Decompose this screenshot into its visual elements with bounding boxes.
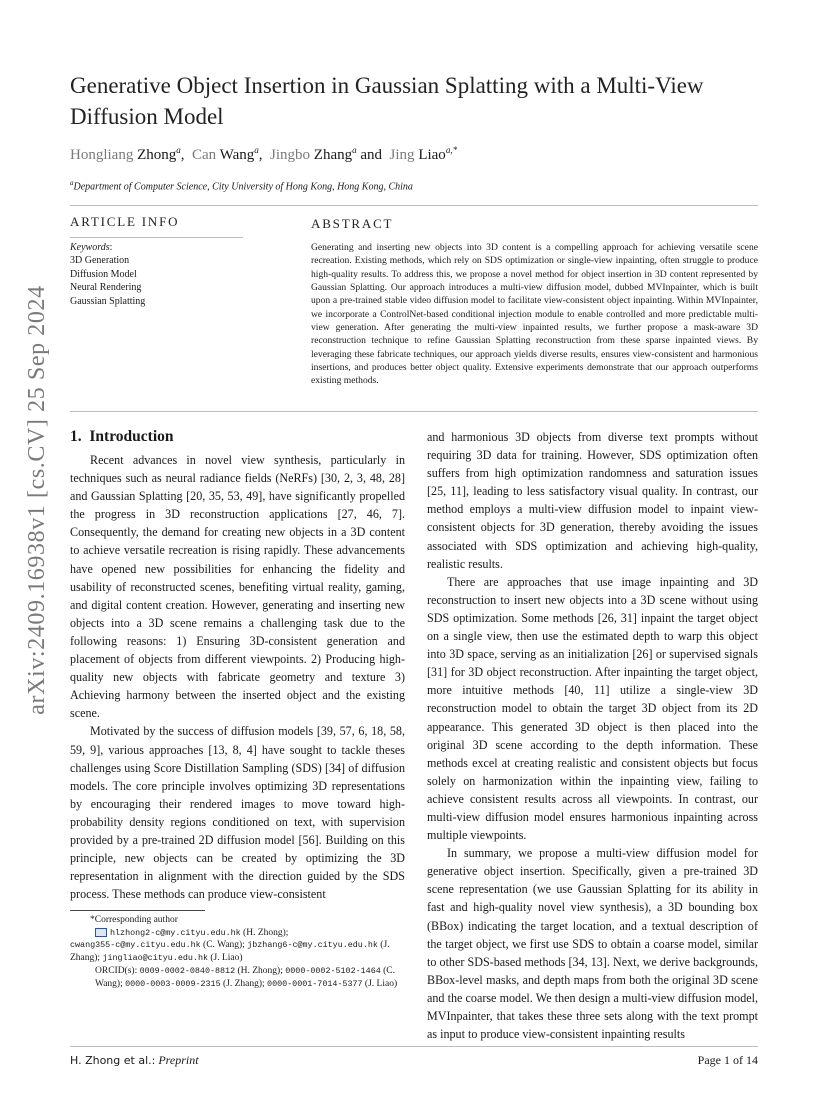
email-link[interactable]: jingliao@cityu.edu.hk bbox=[102, 953, 208, 964]
abstract-heading: ABSTRACT bbox=[311, 216, 394, 231]
arxiv-id[interactable]: arXiv:2409.16938v1 [cs.CV] 25 Sep 2024 bbox=[24, 285, 50, 715]
paragraph: Recent advances in novel view synthesis, particularly in techniques such as neural radiance fields (NeRFs) [30, 2, 3, 48, 28] and Gaussian Splatting [20, 35, 53, 49], have significantly propelled the progress in 3D reconstruction applications [27, 46, 7]. Consequently, the demand for creating new objects in a 3D content to achieve versatile recreation is rising rapidly. These advancements have opened new possibilities for enhancing the fidelity and usability of reconstructed scenes, benefiting virtual reality, gaming, and digital content creation. However, generating and inserting new objects into a 3D scene remains a challenging task due to the following reasons: 1) Ensuring 3D-consistent generation and placement of objects from different viewpoints. 2) Producing high-quality new objects with fabricate geometry and texture 3) Achieving harmony between the inserted object and the existing scene. bbox=[70, 453, 405, 721]
affiliation: $^a$Department of Computer Science, City University of Hong Kong, Hong Kong, China bbox=[70, 179, 413, 193]
paragraph: Motivated by the success of diffusion models [39, 57, 6, 18, 58, 59, 9], various approaches [13, 8, 4] have sought to tackle theses challenges using Score Distillation Sampling (SDS) [34] of diffusion models. The core principle involves optimizing 3D representations by encouraging their rendered images to move toward high-probability density regions conditioned on text, with supervision provided by a pre-trained 2D diffusion model [56]. Building on this principle, new objects can be created by optimizing the 3D representation in alignment with the direction guided by the SDS process. These methods can produce view-consistent bbox=[70, 724, 405, 902]
paper-title: Generative Object Insertion in Gaussian Splatting with a Multi-View Diffusion Model bbox=[70, 73, 704, 129]
orcid-link[interactable]: 0000-0002-5102-1464 bbox=[285, 965, 381, 976]
keywords-block: Keywords: 3D Generation Diffusion Model Neural Rendering Gaussian Splatting bbox=[70, 242, 146, 307]
paragraph: In summary, we propose a multi-view diffusion model for generative object insertion. Specifically, given a pre-trained 3D scene representation (we use Gaussian Splatting for its ability in fast and high-quality novel view synthesis), a 3D bounding box (BBox) indicating the target location, and a textual description of the target object, we first use SDS to obtain a coarse model, similar to other SDS-based methods [34, 13]. Next, we derive backgrounds, BBox-level masks, and depth maps from both the original 3D scene and the coarse model. We then design a multi-view diffusion model, MVInpainter, that takes these three sets along with the text prompt as input to produce view-consistent inpainting results bbox=[427, 846, 758, 1042]
author-2[interactable]: Can Wang$^a$ bbox=[192, 145, 259, 163]
body-left-column bbox=[70, 451, 405, 903]
body-right-column bbox=[427, 428, 758, 1043]
orcid-link[interactable]: 0000-0001-7014-5377 bbox=[267, 978, 363, 989]
author-4[interactable]: Jing Liao$^{a,*}$ bbox=[389, 145, 458, 163]
article-info-heading: ARTICLE INFO bbox=[70, 214, 180, 229]
orcid-link[interactable]: 0000-0003-0009-2315 bbox=[125, 978, 221, 989]
paragraph: There are approaches that use image inpainting and 3D reconstruction to insert new objects into a 3D scene without using SDS optimization. Some methods [26, 31] inpaint the target object on a single view, then use the estimated depth to warp this object into 3D space, serving as an initialization [26] or supervised signals [31] for 3D object reconstruction. After inpainting the target object, more intuitive methods [40, 11] utilize a single-view 3D reconstruction model to obtain the target 3D object from its 2D appearance. This generated 3D object is then placed into the original 3D scene according to the depth information. These methods excel at creating realistic and consistent objects but focus solely on harmonization within the inpainting view, failing to achieve consistent results across all viewpoints. In contrast, our multi-view diffusion model ensures harmonious inpainting across multiple viewpoints. bbox=[427, 574, 758, 843]
author-and: and bbox=[360, 147, 383, 163]
envelope-icon bbox=[95, 928, 107, 937]
abstract-text: Generating and inserting new objects into 3D content is a compelling approach for achieving versatile scene recreation. Existing methods, which rely on SDS optimization or single-view inpainting, often struggle to produce high-quality results. To address this, we propose a novel method for object insertion in 3D content represented by Gaussian Splatting. Our approach introduces a multi-view diffusion model, dubbed MVInpainter, which is built upon a pre-trained stable video diffusion model to facilitate view-consistent object inpainting. Within MVInpainter, we incorporate a ControlNet-based conditional injection module to enable controlled and more predictable multi-view generation. After generating the multi-view inpainted results, we further propose a mask-aware 3D reconstruction technique to refine Gaussian Splatting reconstruction from these sparse inpainted views. By leveraging these fabricate techniques, our approach yields diverse results, ensures view-consistent and harmonious insertions, and produces better object quality. Extensive experiments demonstrate that our approach outperforms existing methods. bbox=[311, 242, 758, 387]
footnote-divider bbox=[70, 910, 205, 911]
email-link[interactable]: hlzhong2-c@my.cityu.edu.hk bbox=[110, 927, 241, 938]
page-number: Page 1 of 14 bbox=[697, 1053, 758, 1067]
keyword: Neural Rendering bbox=[70, 282, 142, 294]
keyword: Gaussian Splatting bbox=[70, 295, 146, 307]
email-link[interactable]: cwang355-c@my.cityu.edu.hk bbox=[70, 940, 201, 951]
author-1[interactable]: Hongliang Zhong$^a$ bbox=[70, 145, 181, 163]
paragraph: and harmonious 3D objects from diverse text prompts without requiring 3D data for training. However, SDS optimization often suffers from high optimization randomness and saturation issues [25, 11], leading to less satisfactory visual quality. In contrast, our method employs a multi-view diffusion model to inpaint view-consistent objects for 3D generation, thereby avoiding the issues associated with SDS optimization and achieving high-quality, realistic results. bbox=[427, 430, 758, 571]
email-link[interactable]: jbzhang6-c@my.cityu.edu.hk bbox=[247, 940, 378, 951]
header-divider bbox=[70, 205, 758, 206]
author-3[interactable]: Jingbo Zhang$^a$ bbox=[270, 145, 357, 163]
footnote: *Corresponding author hlzhong2-c@my.cityu.edu.hk (H. Zhong); cwang355-c@my.cityu.edu.hk (C. Wang); jbzhang6-c@my.cityu.edu.hk (J. Zhang); jingliao@cityu.edu.hk (J. Liao) ORCID(s): 0009-0002-0840-8812 (H. Zhong); 0000-0002-5102-1464 (C. Wang); 0000-0003-0009-2315 (J. Zhang); 0000-0001-7014-5377 (J. Liao) bbox=[70, 914, 405, 990]
keywords-label: Keywords bbox=[70, 242, 110, 253]
keyword: 3D Generation bbox=[70, 255, 130, 267]
abstract-divider bbox=[70, 411, 758, 412]
article-info-divider bbox=[70, 237, 243, 238]
corresponding-note: *Corresponding author bbox=[90, 915, 178, 925]
footer-divider bbox=[70, 1046, 758, 1047]
author-list: Hongliang Zhong$^a$, Can Wang$^a$, Jingbo Zhang$^a$ and Jing Liao$^{a,*}$ bbox=[70, 145, 458, 163]
orcid-label: ORCID(s): bbox=[95, 965, 138, 976]
keyword: Diffusion Model bbox=[70, 268, 137, 280]
section-heading: 1. Introduction bbox=[70, 428, 174, 445]
footer-left: H. Zhong et al.: Preprint bbox=[70, 1053, 199, 1067]
orcid-link[interactable]: 0009-0002-0840-8812 bbox=[139, 965, 236, 976]
